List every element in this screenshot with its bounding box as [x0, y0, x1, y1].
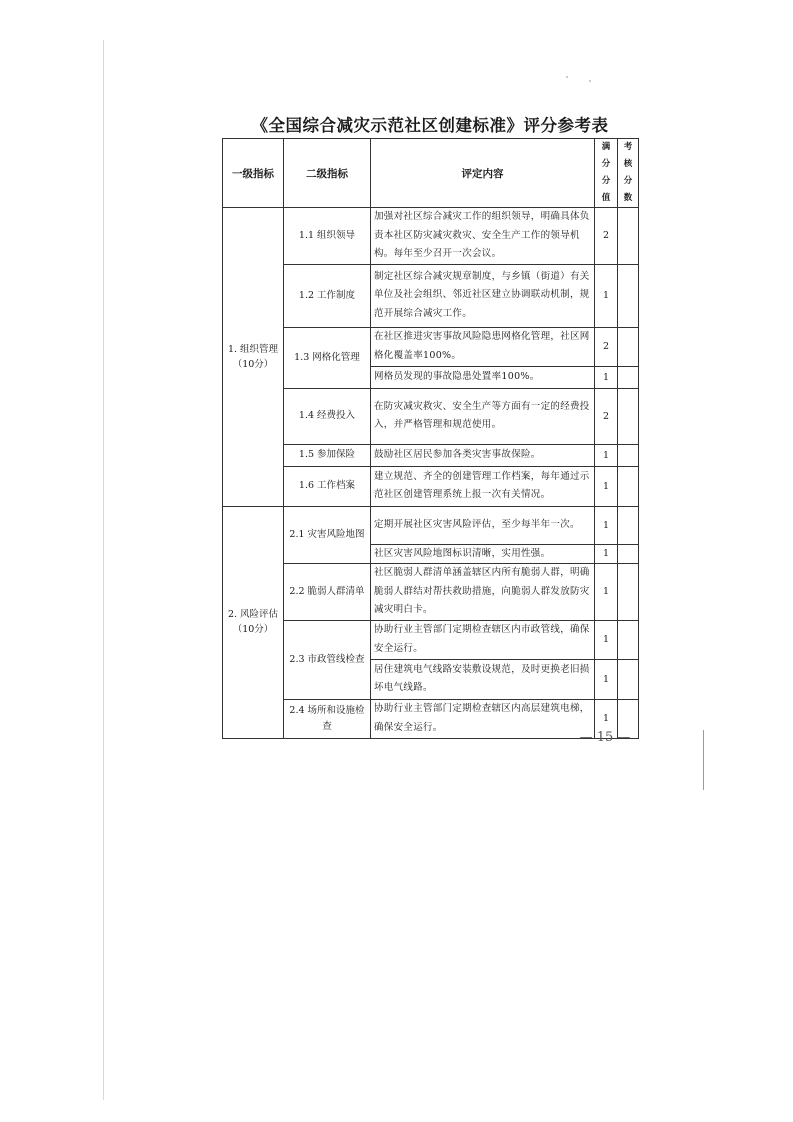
- level2-cell: 1.5 参加保险: [284, 444, 371, 466]
- content-cell: 协助行业主管部门定期检查辖区内高层建筑电梯，确保安全运行。: [371, 699, 595, 738]
- assessment-cell[interactable]: [618, 544, 639, 564]
- level2-cell: 1.2 工作制度: [284, 264, 371, 327]
- table-row: [223, 620, 639, 659]
- score-cell: 1: [595, 366, 618, 388]
- table-row: [223, 264, 639, 327]
- assessment-cell[interactable]: [618, 327, 639, 366]
- level2-cell: 2.4 场所和设施检查: [284, 699, 371, 738]
- scan-speck: [566, 76, 568, 78]
- assessment-cell[interactable]: [618, 564, 639, 621]
- content-cell: 社区脆弱人群清单涵盖辖区内所有脆弱人群，明确脆弱人群结对帮扶救助措施，向脆弱人群发放防灾减灾明白卡。: [371, 564, 595, 621]
- assessment-cell[interactable]: [618, 444, 639, 466]
- assessment-cell[interactable]: [618, 208, 639, 265]
- content-cell: 定期开展社区灾害风险评估，至少每半年一次。: [371, 506, 595, 544]
- score-cell: 1: [595, 544, 618, 564]
- table-row: [223, 327, 639, 366]
- score-cell: 1: [595, 466, 618, 506]
- score-cell: 1: [595, 264, 618, 327]
- table-header-row: [223, 139, 639, 208]
- score-cell: 1: [595, 620, 618, 659]
- assessment-cell[interactable]: [618, 506, 639, 544]
- content-cell: 居住建筑电气线路安装敷设规范，及时更换老旧损坏电气线路。: [371, 659, 595, 699]
- assessment-cell[interactable]: [618, 620, 639, 659]
- assessment-cell[interactable]: [618, 388, 639, 444]
- content-cell: 鼓励社区居民参加各类灾害事故保险。: [371, 444, 595, 466]
- content-cell: 社区灾害风险地图标识清晰，实用性强。: [371, 544, 595, 564]
- score-cell: 1: [595, 564, 618, 621]
- header-level1: 一级指标: [223, 139, 284, 208]
- header-assessment: 考核分数: [618, 139, 639, 208]
- table-row: [223, 466, 639, 506]
- level2-cell: 1.6 工作档案: [284, 466, 371, 506]
- content-cell: 在防灾减灾救灾、安全生产等方面有一定的经费投入，并严格管理和规范使用。: [371, 388, 595, 444]
- score-cell: 2: [595, 388, 618, 444]
- assessment-cell[interactable]: [618, 366, 639, 388]
- table-row: [223, 564, 639, 621]
- score-cell: 1: [595, 506, 618, 544]
- document-title: 《全国综合减灾示范社区创建标准》评分参考表: [251, 116, 609, 135]
- score-cell: 2: [595, 208, 618, 265]
- level2-cell: 2.3 市政管线检查: [284, 620, 371, 699]
- scan-edge-line: [703, 730, 704, 790]
- assessment-cell[interactable]: [618, 466, 639, 506]
- table-row: [223, 506, 639, 544]
- score-cell: 1: [595, 659, 618, 699]
- table-row: [223, 208, 639, 265]
- scan-speck: [589, 80, 591, 82]
- page-number: — 15 —: [579, 730, 631, 745]
- score-cell: 2: [595, 327, 618, 366]
- assessment-cell[interactable]: [618, 659, 639, 699]
- score-cell: 1: [595, 699, 618, 738]
- level2-cell: 1.4 经费投入: [284, 388, 371, 444]
- scan-edge-line: [103, 40, 104, 1100]
- assessment-cell[interactable]: [618, 264, 639, 327]
- content-cell: 协助行业主管部门定期检查辖区内市政管线，确保安全运行。: [371, 620, 595, 659]
- content-cell: 网格员发现的事故隐患处置率100%。: [371, 366, 595, 388]
- table-row: [223, 444, 639, 466]
- content-cell: 制定社区综合减灾规章制度，与乡镇（街道）有关单位及社会组织、邻近社区建立协调联动机制，规范开展综合减灾工作。: [371, 264, 595, 327]
- level2-cell: 1.3 网格化管理: [284, 327, 371, 388]
- scoring-table: [222, 138, 639, 739]
- content-cell: 在社区推进灾害事故风险隐患网格化管理，社区网格化覆盖率100%。: [371, 327, 595, 366]
- header-content: 评定内容: [371, 139, 595, 208]
- content-cell: 建立规范、齐全的创建管理工作档案，每年通过示范社区创建管理系统上报一次有关情况。: [371, 466, 595, 506]
- level1-cell: 1. 组织管理（10分）: [223, 208, 284, 507]
- level2-cell: 2.1 灾害风险地图: [284, 506, 371, 564]
- level2-cell: 1.1 组织领导: [284, 208, 371, 265]
- header-full-score: 满分分值: [595, 139, 618, 208]
- table-row: [223, 388, 639, 444]
- level1-cell: 2. 风险评估（10分）: [223, 506, 284, 738]
- score-cell: 1: [595, 444, 618, 466]
- header-level2: 二级指标: [284, 139, 371, 208]
- level2-cell: 2.2 脆弱人群清单: [284, 564, 371, 621]
- content-cell: 加强对社区综合减灾工作的组织领导，明确具体负责本社区防灾减灾救灾、安全生产工作的领导机构。每年至少召开一次会议。: [371, 208, 595, 265]
